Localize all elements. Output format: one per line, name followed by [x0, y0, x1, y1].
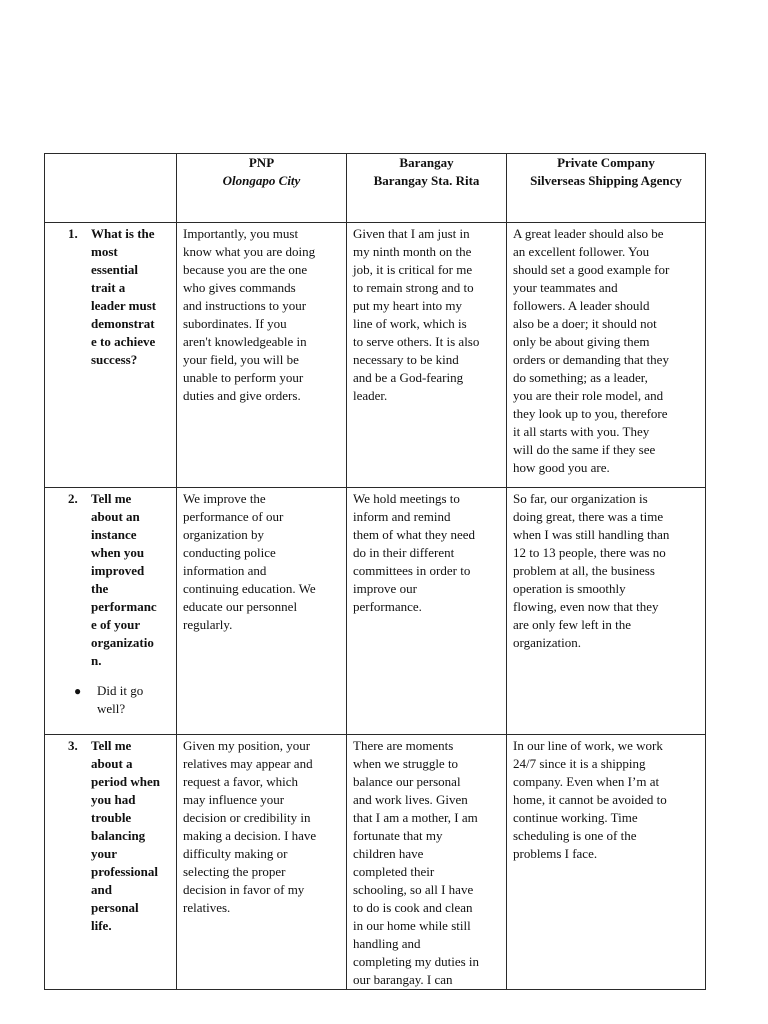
answer-line: performance of our — [183, 509, 284, 524]
answer-line: line of work, which is — [353, 316, 467, 331]
question-line: n. — [91, 653, 102, 668]
question-row — [45, 488, 706, 735]
question-line: most — [91, 244, 118, 259]
answer-line: relatives. — [183, 900, 231, 915]
question-line: organizatio — [91, 635, 154, 650]
question-line: Tell me — [91, 491, 132, 506]
answer-line: problem at all, the business — [513, 563, 655, 578]
answer-line: aren't knowledgeable in — [183, 334, 307, 349]
answer-line: continue working. Time — [513, 810, 638, 825]
answer-line: when we struggle to — [353, 756, 459, 771]
answer-line: are only few left in the — [513, 617, 632, 632]
question-cell — [45, 735, 177, 990]
header-row — [45, 154, 706, 223]
answer-line: duties and give orders. — [183, 388, 301, 403]
question-line: and — [91, 882, 112, 897]
answer-pnp — [177, 735, 346, 917]
sub-question-line: well? — [97, 701, 126, 716]
question-number: 2. — [68, 491, 78, 506]
header-empty-cell — [45, 154, 177, 223]
answer-line: should set a good example for — [513, 262, 670, 277]
header-pnp-location: Olongapo City — [222, 173, 301, 188]
answer-line: they look up to you, therefore — [513, 406, 668, 421]
answer-line: completing my duties in — [353, 954, 480, 969]
answer-line: know what you are doing — [183, 244, 316, 259]
answer-line: company. Even when I’m at — [513, 774, 660, 789]
question-number: 1. — [68, 226, 78, 241]
answer-barangay — [347, 223, 506, 405]
question-line: demonstrat — [91, 316, 155, 331]
answer-line: subordinates. If you — [183, 316, 287, 331]
answer-line: Given that I am just in — [353, 226, 470, 241]
question-line: life. — [91, 918, 112, 933]
answer-line: do in their different — [353, 545, 455, 560]
sub-question-line: Did it go — [97, 683, 144, 698]
question-text — [45, 223, 176, 369]
answer-company — [507, 223, 705, 477]
header-barangay-org: Barangay — [399, 155, 454, 170]
answer-line: request a favor, which — [183, 774, 298, 789]
answer-pnp — [177, 223, 346, 405]
question-line: professional — [91, 864, 158, 879]
answer-line: and be a God-fearing — [353, 370, 464, 385]
question-line: trouble — [91, 810, 132, 825]
question-line: when you — [91, 545, 145, 560]
answer-company-cell — [507, 488, 706, 735]
header-pnp — [177, 154, 347, 223]
answer-company-cell — [507, 735, 706, 990]
answer-line: to do is cook and clean — [353, 900, 473, 915]
answer-barangay — [347, 488, 506, 616]
question-line: instance — [91, 527, 137, 542]
answer-line: There are moments — [353, 738, 454, 753]
sub-question — [45, 670, 176, 718]
answer-line: because you are the one — [183, 262, 308, 277]
answer-line: Given my position, your — [183, 738, 311, 753]
answer-line: orders or demanding that they — [513, 352, 669, 367]
answer-line: operation is smoothly — [513, 581, 626, 596]
question-cell — [45, 223, 177, 488]
header-company — [507, 154, 706, 223]
question-line: e of your — [91, 617, 141, 632]
answer-line: only be about giving them — [513, 334, 650, 349]
answer-line: decision or credibility in — [183, 810, 311, 825]
answer-line: making a decision. I have — [183, 828, 317, 843]
answer-barangay-cell — [347, 488, 507, 735]
answer-line: difficulty making or — [183, 846, 288, 861]
answer-line: flowing, even now that they — [513, 599, 659, 614]
question-line: the — [91, 581, 109, 596]
question-line: your — [91, 846, 117, 861]
answer-line: continuing education. We — [183, 581, 316, 596]
answer-line: it all starts with you. They — [513, 424, 650, 439]
answer-line: to serve others. It is also — [353, 334, 480, 349]
answer-line: A great leader should also be — [513, 226, 664, 241]
answer-line: home, it cannot be avoided to — [513, 792, 667, 807]
answer-line: Importantly, you must — [183, 226, 299, 241]
answer-line: organization by — [183, 527, 264, 542]
question-line: performanc — [91, 599, 157, 614]
answer-line: completed their — [353, 864, 435, 879]
answer-line: necessary to be kind — [353, 352, 459, 367]
answer-line: So far, our organization is — [513, 491, 648, 506]
answer-line: committees in order to — [353, 563, 471, 578]
interview-table — [44, 153, 706, 990]
answer-line: unable to perform your — [183, 370, 304, 385]
answer-pnp-cell — [177, 223, 347, 488]
answer-barangay-cell — [347, 223, 507, 488]
answer-line: 24/7 since it is a shipping — [513, 756, 646, 771]
answer-line: children have — [353, 846, 424, 861]
question-line: trait a — [91, 280, 126, 295]
question-line: about a — [91, 756, 133, 771]
header-company-location: Silverseas Shipping Agency — [530, 173, 682, 188]
answer-pnp-cell — [177, 735, 347, 990]
question-line: improved — [91, 563, 145, 578]
answer-line: how good you are. — [513, 460, 610, 475]
answer-line: followers. A leader should — [513, 298, 650, 313]
answer-line: doing great, there was a time — [513, 509, 664, 524]
answer-line: leader. — [353, 388, 388, 403]
header-barangay-location: Barangay Sta. Rita — [373, 173, 480, 188]
answer-line: problems I face. — [513, 846, 598, 861]
question-number: 3. — [68, 738, 78, 753]
header-barangay — [347, 154, 507, 223]
answer-company — [507, 735, 705, 863]
answer-line: handling and — [353, 936, 421, 951]
answer-line: decision in favor of my — [183, 882, 305, 897]
question-line: Tell me — [91, 738, 132, 753]
answer-line: in our home while still — [353, 918, 471, 933]
answer-line: organization. — [513, 635, 581, 650]
answer-line: and instructions to your — [183, 298, 307, 313]
answer-line: do something; as a leader, — [513, 370, 648, 385]
answer-line: our barangay. I can — [353, 972, 453, 987]
question-text — [45, 488, 176, 670]
answer-line: will do the same if they see — [513, 442, 656, 457]
question-line: leader must — [91, 298, 157, 313]
header-company-org: Private Company — [557, 155, 655, 170]
answer-pnp — [177, 488, 346, 634]
question-text — [45, 735, 176, 935]
answer-line: may influence your — [183, 792, 285, 807]
answer-line: In our line of work, we work — [513, 738, 663, 753]
question-line: e to achieve — [91, 334, 156, 349]
question-row — [45, 735, 706, 990]
answer-barangay — [347, 735, 506, 989]
answer-line: inform and remind — [353, 509, 451, 524]
answer-line: 12 to 13 people, there was no — [513, 545, 666, 560]
answer-barangay-cell — [347, 735, 507, 990]
answer-line: when I was still handling than — [513, 527, 670, 542]
answer-line: balance our personal — [353, 774, 461, 789]
answer-line: fortunate that my — [353, 828, 443, 843]
answer-line: We hold meetings to — [353, 491, 460, 506]
answer-company — [507, 488, 705, 652]
question-line: What is the — [91, 226, 155, 241]
answer-line: conducting police — [183, 545, 276, 560]
question-line: personal — [91, 900, 139, 915]
answer-line: and work lives. Given — [353, 792, 468, 807]
answer-line: educate our personnel — [183, 599, 298, 614]
header-pnp-org: PNP — [248, 155, 275, 170]
answer-line: your teammates and — [513, 280, 618, 295]
answer-line: that I am a mother, I am — [353, 810, 478, 825]
answer-line: improve our — [353, 581, 417, 596]
answer-line: selecting the proper — [183, 864, 286, 879]
answer-line: put my heart into my — [353, 298, 463, 313]
answer-line: who gives commands — [183, 280, 296, 295]
answer-line: relatives may appear and — [183, 756, 313, 771]
answer-line: to remain strong and to — [353, 280, 474, 295]
answer-line: also be a doer; it should not — [513, 316, 657, 331]
answer-pnp-cell — [177, 488, 347, 735]
answer-line: regularly. — [183, 617, 233, 632]
question-cell — [45, 488, 177, 735]
question-line: success? — [91, 352, 138, 367]
answer-line: job, it is critical for me — [353, 262, 473, 277]
question-line: about an — [91, 509, 140, 524]
answer-line: them of what they need — [353, 527, 476, 542]
question-row — [45, 223, 706, 488]
answer-line: an excellent follower. You — [513, 244, 650, 259]
answer-line: you are their role model, and — [513, 388, 664, 403]
question-line: balancing — [91, 828, 146, 843]
answer-company-cell — [507, 223, 706, 488]
answer-line: performance. — [353, 599, 422, 614]
bullet-icon: ● — [74, 684, 82, 698]
answer-line: We improve the — [183, 491, 266, 506]
answer-line: scheduling is one of the — [513, 828, 637, 843]
question-line: period when — [91, 774, 160, 789]
question-line: essential — [91, 262, 138, 277]
answer-line: schooling, so all I have — [353, 882, 474, 897]
question-line: you had — [91, 792, 136, 807]
answer-line: your field, you will be — [183, 352, 299, 367]
answer-line: my ninth month on the — [353, 244, 472, 259]
answer-line: information and — [183, 563, 267, 578]
